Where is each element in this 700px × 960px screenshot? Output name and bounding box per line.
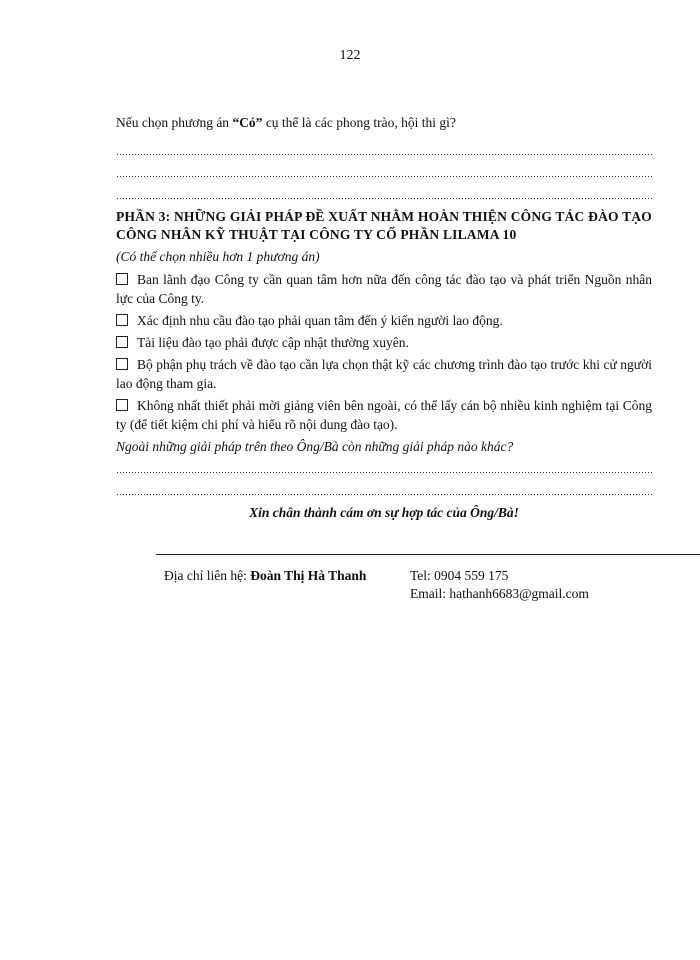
page-number: 122 (339, 48, 361, 63)
option-5-label: Không nhất thiết phải mời giảng viên bên ngoài, có thể lấy cán bộ nhiều kinh nghiệm tại Công ty (để tiết kiệm chi phí và hiểu rõ nội dung đào tạo). (116, 398, 652, 432)
section-3-note: (Có thể chọn nhiều hơn 1 phương án) (116, 249, 320, 264)
section-3-title: PHẦN 3: NHỮNG GIẢI PHÁP ĐỀ XUẤT NHẰM HOÀN THIỆN CÔNG TÁC ĐÀO TẠO CÔNG NHÂN KỸ THUẬT TẠI CÔNG TY CỔ PHẦN LILAMA 10 (116, 209, 652, 242)
option-2-label: Xác định nhu cầu đào tạo phải quan tâm đến ý kiến người lao động. (137, 313, 503, 328)
answer-line-3[interactable] (116, 186, 652, 200)
contact-email: Email: hathanh6683@gmail.com (410, 586, 589, 601)
checkbox-icon[interactable] (116, 336, 128, 348)
other-solutions-prompt: Ngoài những giải pháp trên theo Ông/Bà còn những giải pháp nào khác? (116, 439, 514, 454)
thanks-message: Xin chân thành cám ơn sự hợp tác của Ông/Bà! (249, 505, 519, 520)
question-suffix: cụ thể là các phong trào, hội thi gì? (262, 115, 456, 130)
answer-line-5[interactable] (116, 482, 652, 496)
contact-label: Địa chỉ liên hệ: (164, 568, 251, 583)
option-3-label: Tài liệu đào tạo phải được cập nhật thường xuyên. (137, 335, 409, 350)
contact-details (410, 567, 589, 603)
checkbox-icon[interactable] (116, 314, 128, 326)
contact-name: Đoàn Thị Hà Thanh (250, 568, 367, 583)
contact-address (164, 567, 366, 585)
document-body (116, 114, 652, 522)
answer-line-1[interactable] (116, 142, 652, 156)
divider (156, 554, 700, 555)
option-4 (116, 355, 652, 393)
option-3 (116, 333, 652, 352)
answer-line-2[interactable] (116, 164, 652, 178)
option-1 (116, 270, 652, 308)
checkbox-icon[interactable] (116, 358, 128, 370)
checkbox-icon[interactable] (116, 399, 128, 411)
option-2 (116, 311, 652, 330)
question-prefix: Nếu chọn phương án (116, 115, 233, 130)
answer-line-4[interactable] (116, 460, 652, 474)
option-4-label: Bộ phận phụ trách về đào tạo cần lựa chọn thật kỹ các chương trình đào tạo trước khi cử người lao động tham gia. (116, 357, 652, 391)
contact-tel: Tel: 0904 559 175 (410, 568, 509, 583)
checkbox-icon[interactable] (116, 273, 128, 285)
question-followup (116, 114, 652, 132)
option-5 (116, 396, 652, 434)
option-1-label: Ban lãnh đạo Công ty cần quan tâm hơn nữa đến công tác đào tạo và phát triển Nguồn nhân lực của Công ty. (116, 272, 652, 306)
question-choice: “Có” (232, 115, 263, 130)
